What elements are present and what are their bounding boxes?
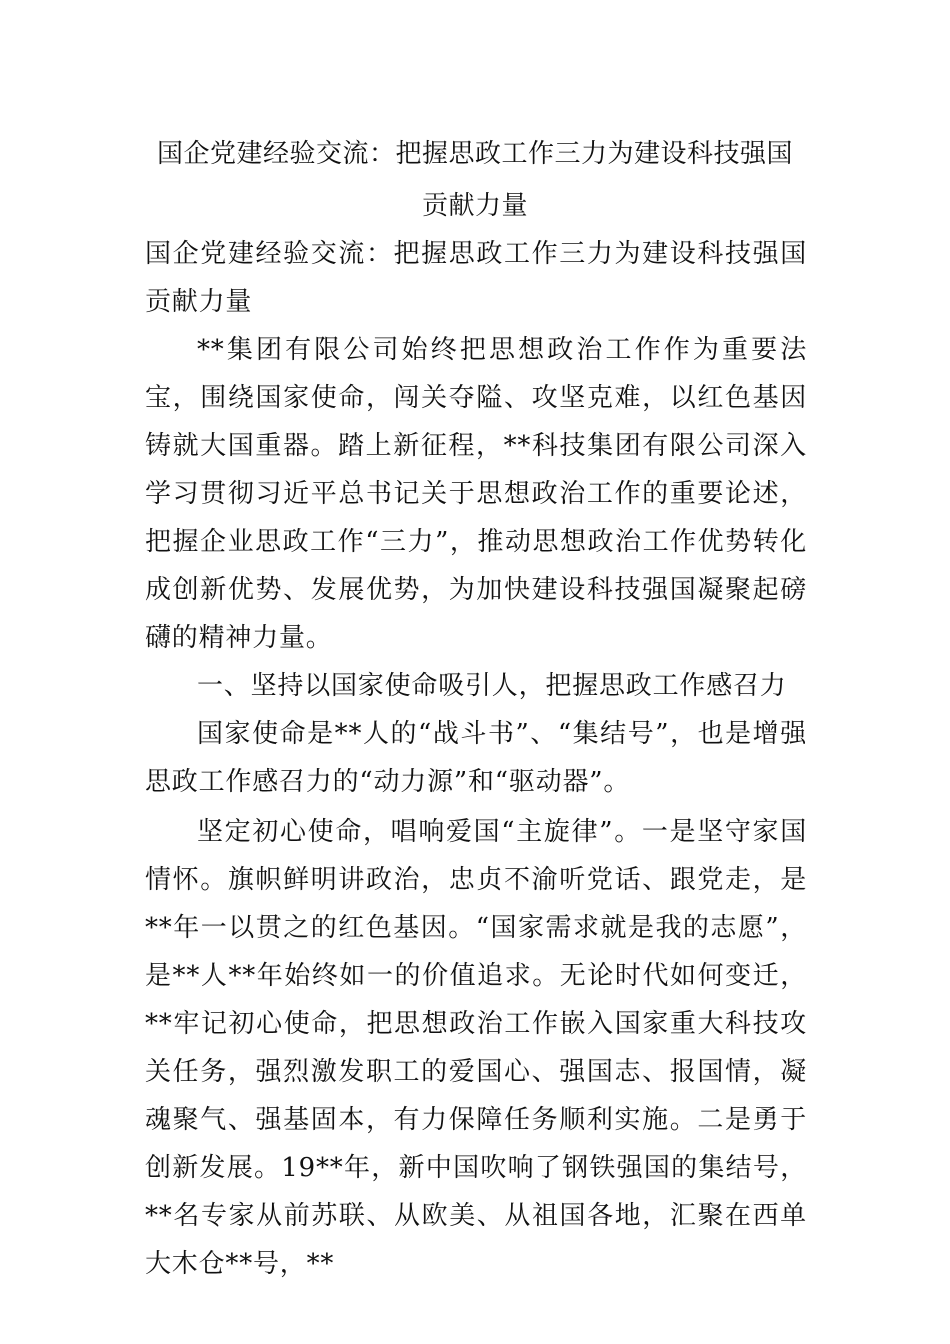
paragraph-intro: **集团有限公司始终把思想政治工作作为重要法宝，围绕国家使命，闯关夺隘、攻坚克难，以红色基因铸就大国重器。踏上新征程，**科技集团有限公司深入学习贯彻习近平总书记关于思想政治工作的重要论述，把握企业思政工作“三力”，推动思想政治工作优势转化成创新优势、发展优势，为加快建设科技强国凝聚起磅礴的精神力量。 [145,335,807,653]
document-body [145,230,807,1288]
document-heading: 国企党建经验交流：把握思政工作三力为建设科技强国贡献力量 [145,239,807,317]
document-title: 国企党建经验交流：把握思政工作三力为建设科技强国贡献力量 [156,139,793,221]
section-heading-1: 一、坚持以国家使命吸引人，把握思政工作感召力 [197,671,787,701]
paragraph-mission: 国家使命是**人的“战斗书”、“集结号”，也是增强思政工作感召力的“动力源”和“驱动器”。 [145,719,807,797]
paragraph-initial-mission: 坚定初心使命，唱响爱国“主旋律”。一是坚守家国情怀。旗帜鲜明讲政治，忠贞不渝听党话、跟党走，是**年一以贯之的红色基因。“国家需求就是我的志愿”，是**人**年始终如一的价值追求。无论时代如何变迁，**牢记初心使命，把思想政治工作嵌入国家重大科技攻关任务，强烈激发职工的爱国心、强国志、报国情，凝魂聚气、强基固本，有力保障任务顺利实施。二是勇于创新发展。19**年，新中国吹响了钢铁强国的集结号，**名专家从前苏联、从欧美、从祖国各地，汇聚在西单大木仓**号，** [145,817,807,1279]
